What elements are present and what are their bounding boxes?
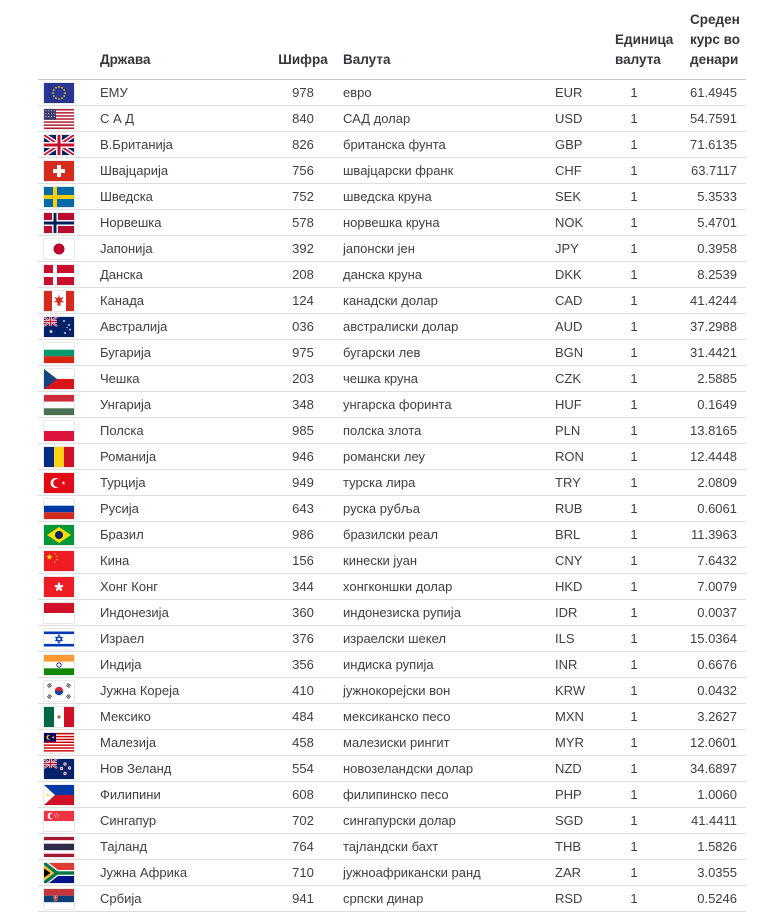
currency-name: австралиски долар <box>343 314 555 340</box>
table-row <box>38 834 746 860</box>
currency-iso-code: BRL <box>555 522 600 548</box>
table-row <box>38 418 746 444</box>
rate-value: 5.3533 <box>668 184 746 210</box>
currency-iso-code: TRY <box>555 470 600 496</box>
currency-numeric-code: 156 <box>263 548 343 574</box>
table-row <box>38 262 746 288</box>
country-name: Нов Зеланд <box>100 756 263 782</box>
unit-value: 1 <box>600 860 668 886</box>
table-row <box>38 184 746 210</box>
flag-th-icon <box>44 837 74 857</box>
column-header-iso <box>555 10 600 80</box>
currency-iso-code: IDR <box>555 600 600 626</box>
table-row <box>38 366 746 392</box>
rate-value: 11.3963 <box>668 522 746 548</box>
rate-value: 3.0355 <box>668 860 746 886</box>
unit-value: 1 <box>600 522 668 548</box>
currency-numeric-code: 608 <box>263 782 343 808</box>
unit-value: 1 <box>600 444 668 470</box>
currency-numeric-code: 410 <box>263 678 343 704</box>
currency-numeric-code: 840 <box>263 106 343 132</box>
country-name: Унгарија <box>100 392 263 418</box>
currency-numeric-code: 949 <box>263 470 343 496</box>
country-name: Мексико <box>100 704 263 730</box>
currency-name: норвешка круна <box>343 210 555 236</box>
flag-ph-icon <box>44 785 74 805</box>
flag-ro-icon <box>44 447 74 467</box>
currency-numeric-code: 458 <box>263 730 343 756</box>
country-name: Сингапур <box>100 808 263 834</box>
exchange-rate-table <box>38 10 746 912</box>
flag-no-icon <box>44 213 74 233</box>
unit-value: 1 <box>600 652 668 678</box>
rate-value: 63.7117 <box>668 158 746 184</box>
currency-numeric-code: 826 <box>263 132 343 158</box>
currency-iso-code: NOK <box>555 210 600 236</box>
currency-numeric-code: 752 <box>263 184 343 210</box>
flag-mx-icon <box>44 707 74 727</box>
currency-iso-code: KRW <box>555 678 600 704</box>
rate-value: 41.4244 <box>668 288 746 314</box>
currency-name: јужноафрикански ранд <box>343 860 555 886</box>
rate-value: 1.0060 <box>668 782 746 808</box>
column-header-flag <box>38 10 100 80</box>
currency-name: израелски шекел <box>343 626 555 652</box>
unit-value: 1 <box>600 678 668 704</box>
currency-iso-code: THB <box>555 834 600 860</box>
rate-value: 0.5246 <box>668 886 746 912</box>
currency-numeric-code: 986 <box>263 522 343 548</box>
unit-value: 1 <box>600 548 668 574</box>
rate-value: 7.0079 <box>668 574 746 600</box>
rate-value: 0.1649 <box>668 392 746 418</box>
country-name: Бразил <box>100 522 263 548</box>
currency-iso-code: MXN <box>555 704 600 730</box>
unit-value: 1 <box>600 106 668 132</box>
currency-name: романски леу <box>343 444 555 470</box>
currency-name: канадски долар <box>343 288 555 314</box>
currency-iso-code: EUR <box>555 80 600 106</box>
table-row <box>38 210 746 236</box>
table-row <box>38 496 746 522</box>
table-row <box>38 236 746 262</box>
country-name: Чешка <box>100 366 263 392</box>
unit-value: 1 <box>600 782 668 808</box>
flag-il-icon <box>44 629 74 649</box>
rate-value: 8.2539 <box>668 262 746 288</box>
currency-name: бугарски лев <box>343 340 555 366</box>
flag-ch-icon <box>44 161 74 181</box>
currency-iso-code: ZAR <box>555 860 600 886</box>
rate-value: 3.2627 <box>668 704 746 730</box>
rate-value: 0.3958 <box>668 236 746 262</box>
flag-ca-icon <box>44 291 74 311</box>
currency-name: САД долар <box>343 106 555 132</box>
currency-name: хонгконшки долар <box>343 574 555 600</box>
currency-name: јужнокорејски вон <box>343 678 555 704</box>
table-row <box>38 106 746 132</box>
unit-value: 1 <box>600 158 668 184</box>
table-row <box>38 522 746 548</box>
unit-value: 1 <box>600 262 668 288</box>
currency-name: шведска круна <box>343 184 555 210</box>
country-name: Малезија <box>100 730 263 756</box>
country-name: Канада <box>100 288 263 314</box>
flag-pl-icon <box>44 421 74 441</box>
rate-value: 0.0037 <box>668 600 746 626</box>
table-row <box>38 678 746 704</box>
table-row <box>38 80 746 106</box>
column-header-unit: Единица валута <box>600 10 668 80</box>
column-header-rate: Среден курс во денари <box>668 10 746 80</box>
unit-value: 1 <box>600 392 668 418</box>
column-header-currency: Валута <box>343 10 555 80</box>
country-name: Србија <box>100 886 263 912</box>
table-row <box>38 704 746 730</box>
currency-name: сингапурски долар <box>343 808 555 834</box>
country-name: Шведска <box>100 184 263 210</box>
currency-name: мексиканско песо <box>343 704 555 730</box>
table-row <box>38 730 746 756</box>
table-row <box>38 288 746 314</box>
currency-numeric-code: 203 <box>263 366 343 392</box>
unit-value: 1 <box>600 340 668 366</box>
table-row <box>38 314 746 340</box>
table-row <box>38 392 746 418</box>
country-name: Тајланд <box>100 834 263 860</box>
currency-iso-code: INR <box>555 652 600 678</box>
currency-name: новозеландски долар <box>343 756 555 782</box>
currency-iso-code: CNY <box>555 548 600 574</box>
country-name: Русија <box>100 496 263 522</box>
flag-kr-icon <box>44 681 74 701</box>
currency-iso-code: PLN <box>555 418 600 444</box>
column-header-code: Шифра <box>263 10 343 80</box>
rate-value: 31.4421 <box>668 340 746 366</box>
currency-numeric-code: 344 <box>263 574 343 600</box>
currency-iso-code: USD <box>555 106 600 132</box>
flag-id-icon <box>44 603 74 623</box>
country-name: В.Британија <box>100 132 263 158</box>
currency-iso-code: ILS <box>555 626 600 652</box>
table-row <box>38 548 746 574</box>
country-name: Хонг Конг <box>100 574 263 600</box>
currency-numeric-code: 484 <box>263 704 343 730</box>
currency-iso-code: DKK <box>555 262 600 288</box>
rate-value: 12.4448 <box>668 444 746 470</box>
table-row <box>38 626 746 652</box>
currency-name: турска лира <box>343 470 555 496</box>
country-name: С А Д <box>100 106 263 132</box>
flag-us-icon <box>44 109 74 129</box>
currency-iso-code: GBP <box>555 132 600 158</box>
rate-value: 61.4945 <box>668 80 746 106</box>
currency-numeric-code: 554 <box>263 756 343 782</box>
country-name: Јапонија <box>100 236 263 262</box>
flag-cz-icon <box>44 369 74 389</box>
currency-numeric-code: 978 <box>263 80 343 106</box>
currency-numeric-code: 946 <box>263 444 343 470</box>
rate-value: 0.6061 <box>668 496 746 522</box>
unit-value: 1 <box>600 314 668 340</box>
rate-value: 0.0432 <box>668 678 746 704</box>
rate-value: 34.6897 <box>668 756 746 782</box>
currency-numeric-code: 124 <box>263 288 343 314</box>
unit-value: 1 <box>600 600 668 626</box>
flag-ru-icon <box>44 499 74 519</box>
flag-au-icon <box>44 317 74 337</box>
unit-value: 1 <box>600 496 668 522</box>
unit-value: 1 <box>600 808 668 834</box>
unit-value: 1 <box>600 132 668 158</box>
country-name: Турција <box>100 470 263 496</box>
currency-numeric-code: 356 <box>263 652 343 678</box>
currency-iso-code: HUF <box>555 392 600 418</box>
rate-value: 5.4701 <box>668 210 746 236</box>
country-name: Индонезија <box>100 600 263 626</box>
unit-value: 1 <box>600 756 668 782</box>
table-row <box>38 756 746 782</box>
country-name: Данска <box>100 262 263 288</box>
unit-value: 1 <box>600 80 668 106</box>
country-name: ЕМУ <box>100 80 263 106</box>
table-row <box>38 444 746 470</box>
currency-iso-code: SGD <box>555 808 600 834</box>
currency-name: бразилски реал <box>343 522 555 548</box>
currency-name: кинески јуан <box>343 548 555 574</box>
flag-sg-icon <box>44 811 74 831</box>
flag-br-icon <box>44 525 74 545</box>
country-name: Швајцарија <box>100 158 263 184</box>
table-row <box>38 132 746 158</box>
country-name: Кина <box>100 548 263 574</box>
country-name: Романија <box>100 444 263 470</box>
flag-za-icon <box>44 863 74 883</box>
currency-numeric-code: 208 <box>263 262 343 288</box>
currency-iso-code: MYR <box>555 730 600 756</box>
table-row <box>38 600 746 626</box>
currency-iso-code: NZD <box>555 756 600 782</box>
unit-value: 1 <box>600 704 668 730</box>
currency-name: руска рубља <box>343 496 555 522</box>
currency-iso-code: BGN <box>555 340 600 366</box>
table-row <box>38 340 746 366</box>
currency-name: евро <box>343 80 555 106</box>
rate-value: 0.6676 <box>668 652 746 678</box>
currency-numeric-code: 710 <box>263 860 343 886</box>
flag-hu-icon <box>44 395 74 415</box>
unit-value: 1 <box>600 288 668 314</box>
table-row <box>38 158 746 184</box>
country-name: Полска <box>100 418 263 444</box>
country-name: Норвешка <box>100 210 263 236</box>
currency-iso-code: RSD <box>555 886 600 912</box>
currency-name: филипинско песо <box>343 782 555 808</box>
currency-name: чешка круна <box>343 366 555 392</box>
currency-numeric-code: 975 <box>263 340 343 366</box>
unit-value: 1 <box>600 626 668 652</box>
flag-jp-icon <box>44 239 74 259</box>
currency-iso-code: RUB <box>555 496 600 522</box>
rate-value: 41.4411 <box>668 808 746 834</box>
currency-numeric-code: 392 <box>263 236 343 262</box>
currency-name: швајцарски франк <box>343 158 555 184</box>
country-name: Јужна Кореја <box>100 678 263 704</box>
flag-nz-icon <box>44 759 74 779</box>
rate-value: 71.6135 <box>668 132 746 158</box>
currency-name: јапонски јен <box>343 236 555 262</box>
country-name: Јужна Африка <box>100 860 263 886</box>
flag-tr-icon <box>44 473 74 493</box>
currency-name: малезиски рингит <box>343 730 555 756</box>
unit-value: 1 <box>600 574 668 600</box>
rate-value: 15.0364 <box>668 626 746 652</box>
rate-value: 54.7591 <box>668 106 746 132</box>
unit-value: 1 <box>600 184 668 210</box>
flag-hk-icon <box>44 577 74 597</box>
table-row <box>38 652 746 678</box>
unit-value: 1 <box>600 210 668 236</box>
unit-value: 1 <box>600 730 668 756</box>
currency-iso-code: HKD <box>555 574 600 600</box>
flag-cn-icon <box>44 551 74 571</box>
currency-name: данска круна <box>343 262 555 288</box>
rate-value: 37.2988 <box>668 314 746 340</box>
country-name: Австралија <box>100 314 263 340</box>
unit-value: 1 <box>600 236 668 262</box>
table-row <box>38 470 746 496</box>
currency-name: српски динар <box>343 886 555 912</box>
flag-my-icon <box>44 733 74 753</box>
currency-numeric-code: 941 <box>263 886 343 912</box>
currency-name: индиска рупија <box>343 652 555 678</box>
unit-value: 1 <box>600 886 668 912</box>
country-name: Бугарија <box>100 340 263 366</box>
country-name: Израел <box>100 626 263 652</box>
currency-numeric-code: 036 <box>263 314 343 340</box>
country-name: Индија <box>100 652 263 678</box>
currency-name: индонезиска рупија <box>343 600 555 626</box>
rate-value: 7.6432 <box>668 548 746 574</box>
flag-eu-icon <box>44 83 74 103</box>
rate-value: 2.5885 <box>668 366 746 392</box>
table-row <box>38 886 746 912</box>
currency-iso-code: SEK <box>555 184 600 210</box>
currency-numeric-code: 702 <box>263 808 343 834</box>
currency-numeric-code: 360 <box>263 600 343 626</box>
currency-numeric-code: 348 <box>263 392 343 418</box>
currency-iso-code: CZK <box>555 366 600 392</box>
currency-numeric-code: 756 <box>263 158 343 184</box>
flag-bg-icon <box>44 343 74 363</box>
currency-name: полска злота <box>343 418 555 444</box>
rate-value: 1.5826 <box>668 834 746 860</box>
currency-name: тајландски бахт <box>343 834 555 860</box>
country-name: Филипини <box>100 782 263 808</box>
currency-numeric-code: 578 <box>263 210 343 236</box>
unit-value: 1 <box>600 366 668 392</box>
currency-iso-code: CHF <box>555 158 600 184</box>
unit-value: 1 <box>600 470 668 496</box>
currency-name: британска фунта <box>343 132 555 158</box>
currency-numeric-code: 985 <box>263 418 343 444</box>
currency-iso-code: PHP <box>555 782 600 808</box>
unit-value: 1 <box>600 834 668 860</box>
currency-numeric-code: 764 <box>263 834 343 860</box>
rate-value: 13.8165 <box>668 418 746 444</box>
rate-value: 2.0809 <box>668 470 746 496</box>
currency-iso-code: RON <box>555 444 600 470</box>
flag-gb-icon <box>44 135 74 155</box>
flag-dk-icon <box>44 265 74 285</box>
currency-iso-code: JPY <box>555 236 600 262</box>
table-header-row <box>38 10 746 80</box>
unit-value: 1 <box>600 418 668 444</box>
currency-iso-code: CAD <box>555 288 600 314</box>
currency-numeric-code: 376 <box>263 626 343 652</box>
table-row <box>38 808 746 834</box>
currency-iso-code: AUD <box>555 314 600 340</box>
rate-value: 12.0601 <box>668 730 746 756</box>
flag-in-icon <box>44 655 74 675</box>
table-row <box>38 860 746 886</box>
table-row <box>38 574 746 600</box>
currency-name: унгарска форинта <box>343 392 555 418</box>
column-header-country: Држава <box>100 10 263 80</box>
currency-numeric-code: 643 <box>263 496 343 522</box>
table-row <box>38 782 746 808</box>
flag-se-icon <box>44 187 74 207</box>
